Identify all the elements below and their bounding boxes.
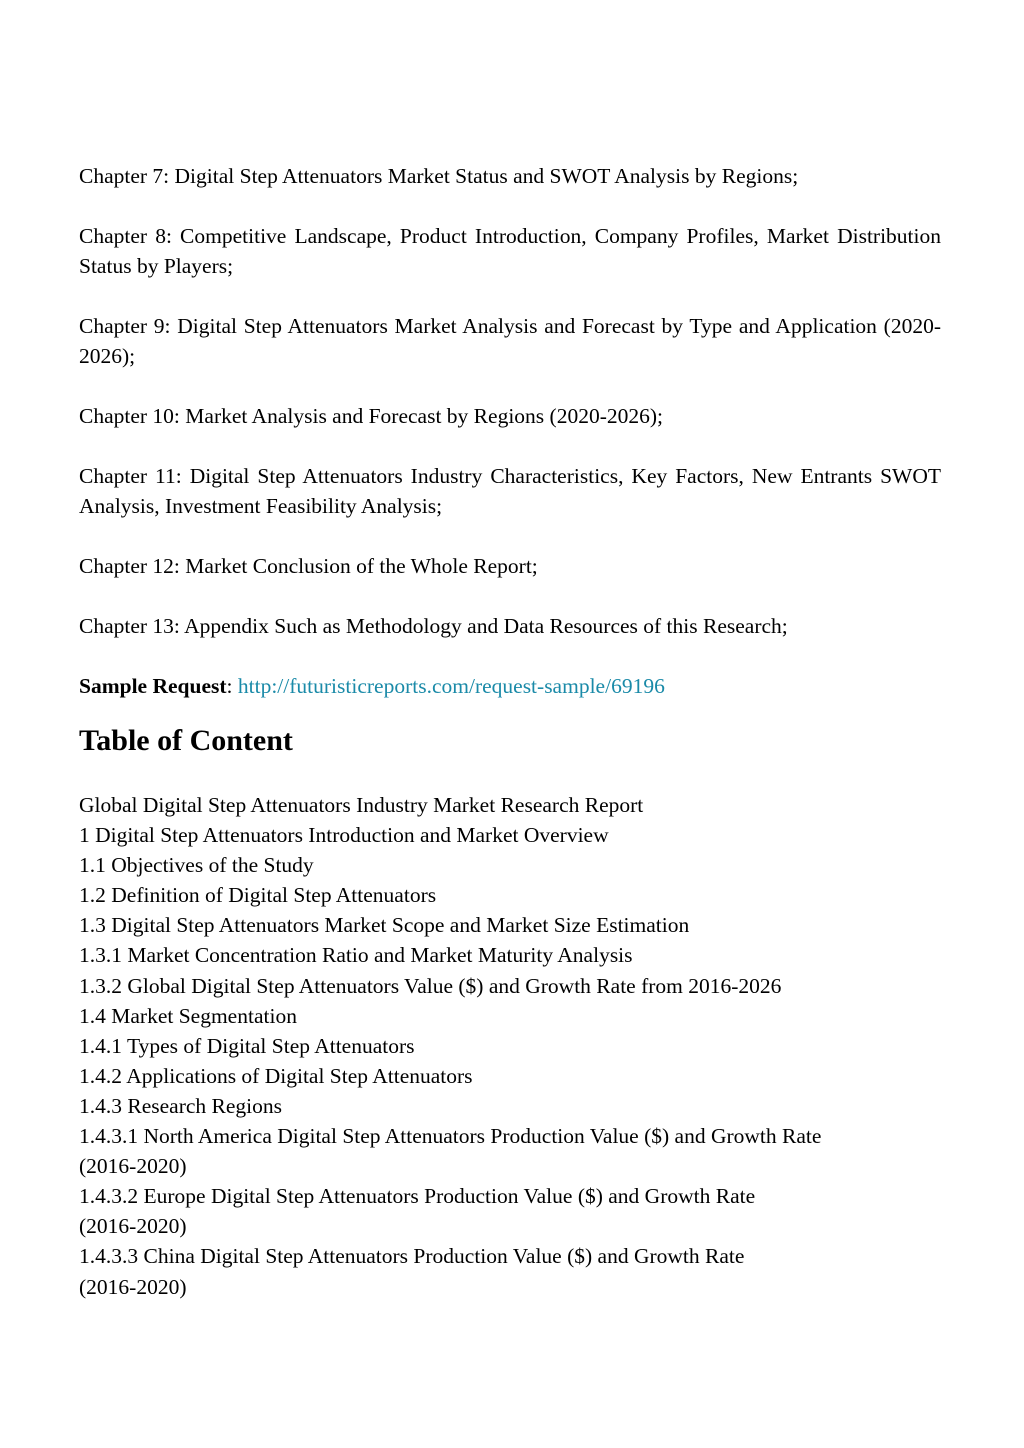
chapter-11-paragraph: Chapter 11: Digital Step Attenuators Industry Characteristics, Key Factors, New Entrants SWOT Analysis, Investment Feasibility Analysis; xyxy=(79,464,941,518)
toc-item: 1.1 Objectives of the Study xyxy=(79,853,314,878)
toc-item: (2016-2020) xyxy=(79,1214,187,1239)
toc-item: 1 Digital Step Attenuators Introduction and Market Overview xyxy=(79,823,609,848)
toc-item: 1.4.3.1 North America Digital Step Attenuators Production Value ($) and Growth Rate xyxy=(79,1124,822,1149)
sample-request-link[interactable]: http://futuristicreports.com/request-sample/69196 xyxy=(237,674,665,698)
toc-item: 1.4 Market Segmentation xyxy=(79,1003,297,1028)
toc-item: 1.2 Definition of Digital Step Attenuators xyxy=(79,883,437,908)
toc-item: 1.4.3 Research Regions xyxy=(79,1093,283,1118)
document-page xyxy=(79,161,941,1302)
sample-request-line xyxy=(79,671,941,701)
toc-item: 1.4.3.2 Europe Digital Step Attenuators Production Value ($) and Growth Rate xyxy=(79,1184,756,1209)
sample-request-label: Sample Request xyxy=(79,674,227,698)
chapter-8-paragraph: Chapter 8: Competitive Landscape, Product Introduction, Company Profiles, Market Distribution Status by Players; xyxy=(79,224,941,278)
toc-heading: Table of Content xyxy=(79,724,293,757)
toc-item: 1.4.2 Applications of Digital Step Attenuators xyxy=(79,1063,473,1088)
chapter-7-paragraph: Chapter 7: Digital Step Attenuators Market Status and SWOT Analysis by Regions; xyxy=(79,164,799,188)
toc-item: Global Digital Step Attenuators Industry Market Research Report xyxy=(79,793,644,817)
toc-item: 1.4.3.3 China Digital Step Attenuators Production Value ($) and Growth Rate xyxy=(79,1244,745,1269)
chapter-10-paragraph: Chapter 10: Market Analysis and Forecast by Regions (2020-2026); xyxy=(79,404,663,428)
toc-item: (2016-2020) xyxy=(79,1274,187,1299)
toc-item: (2016-2020) xyxy=(79,1154,187,1179)
chapter-13-paragraph: Chapter 13: Appendix Such as Methodology and Data Resources of this Research; xyxy=(79,614,788,638)
sample-request-separator: : xyxy=(226,674,238,698)
toc-item: 1.4.1 Types of Digital Step Attenuators xyxy=(79,1033,415,1058)
toc-list xyxy=(79,790,941,1302)
toc-item: 1.3 Digital Step Attenuators Market Scope and Market Size Estimation xyxy=(79,913,690,938)
chapter-12-paragraph: Chapter 12: Market Conclusion of the Whole Report; xyxy=(79,554,538,578)
chapter-9-paragraph: Chapter 9: Digital Step Attenuators Market Analysis and Forecast by Type and Application (2020-2026); xyxy=(79,314,941,368)
toc-item: 1.3.1 Market Concentration Ratio and Market Maturity Analysis xyxy=(79,943,633,968)
toc-item: 1.3.2 Global Digital Step Attenuators Value ($) and Growth Rate from 2016-2026 xyxy=(79,973,782,998)
